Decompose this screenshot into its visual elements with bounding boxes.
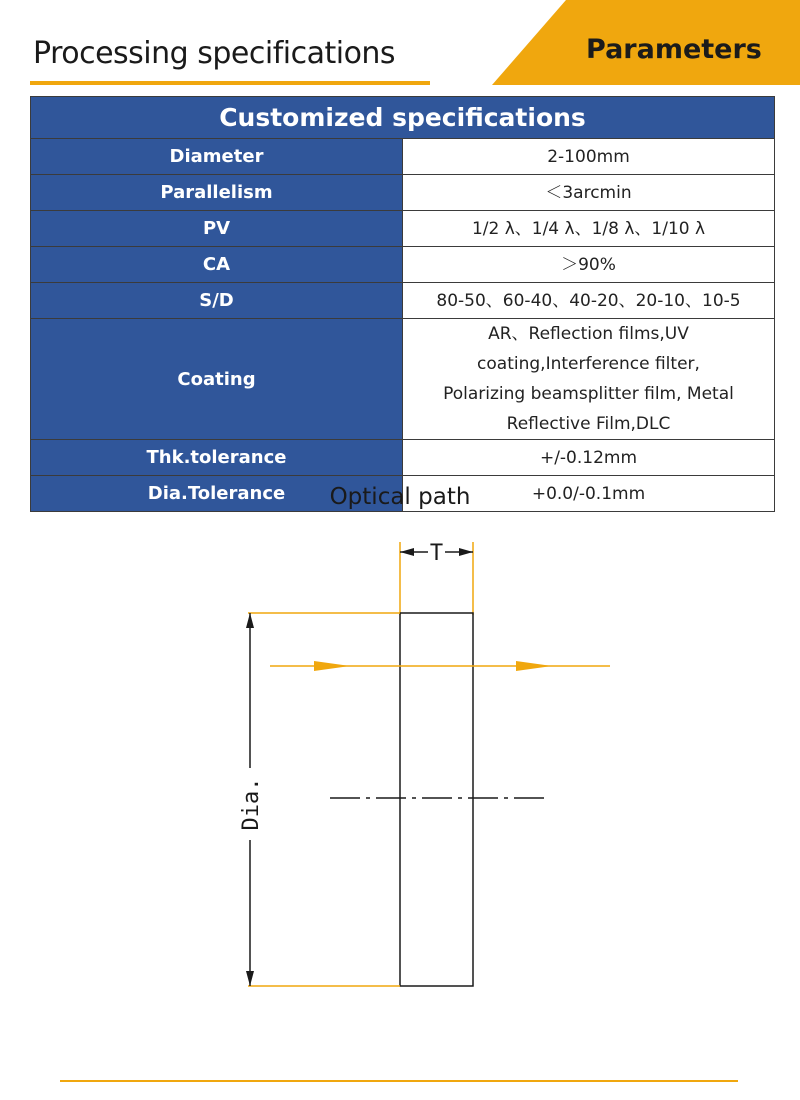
diagram-title: Optical path <box>329 484 471 510</box>
lens-body <box>400 613 473 986</box>
optical-path-diagram <box>0 520 800 1000</box>
footer-divider <box>60 1080 738 1082</box>
table-row <box>31 175 775 211</box>
dia-arrow-top <box>246 613 254 628</box>
row-label-pv: PV <box>31 211 403 247</box>
row-label-sd: S/D <box>31 283 403 319</box>
t-arrow-right <box>459 548 473 556</box>
row-label-thk-tolerance: Thk.tolerance <box>31 440 403 476</box>
spec-table <box>30 96 775 512</box>
table-row <box>31 211 775 247</box>
table-row <box>31 319 775 440</box>
dia-arrow-bottom <box>246 971 254 986</box>
table-heading: Customized specifications <box>31 97 775 139</box>
row-value-thk-tolerance: +/-0.12mm <box>403 440 775 476</box>
row-value-diameter: 2-100mm <box>403 139 775 175</box>
table-row <box>31 139 775 175</box>
coating-line-2: Polarizing beamsplitter film, Metal Reflective Film,DLC <box>443 384 734 434</box>
row-label-diameter: Diameter <box>31 139 403 175</box>
row-value-parallelism: ＜3arcmin <box>403 175 775 211</box>
row-value-pv: 1/2 λ、1/4 λ、1/8 λ、1/10 λ <box>403 211 775 247</box>
ray-arrow-in <box>314 661 350 671</box>
row-value-sd: 80-50、60-40、40-20、20-10、10-5 <box>403 283 775 319</box>
table-row <box>31 283 775 319</box>
row-label-ca: CA <box>31 247 403 283</box>
page-title: Processing specifications <box>33 36 396 71</box>
table-row <box>31 440 775 476</box>
coating-line-1: AR、Reflection films,UV coating,Interference filter, <box>477 324 700 374</box>
t-arrow-left <box>400 548 414 556</box>
parameters-badge: Parameters <box>586 34 762 65</box>
row-label-parallelism: Parallelism <box>31 175 403 211</box>
row-value-coating <box>403 319 775 440</box>
diameter-label: Dia. <box>239 777 264 831</box>
table-row <box>31 247 775 283</box>
row-value-ca: ＞90% <box>403 247 775 283</box>
ray-arrow-out <box>516 661 552 671</box>
thickness-label: T <box>429 541 444 566</box>
row-value-dia-tolerance: +0.0/-0.1mm <box>403 476 775 512</box>
row-label-dia-tolerance: Dia.Tolerance <box>31 476 403 512</box>
row-label-coating: Coating <box>31 319 403 440</box>
